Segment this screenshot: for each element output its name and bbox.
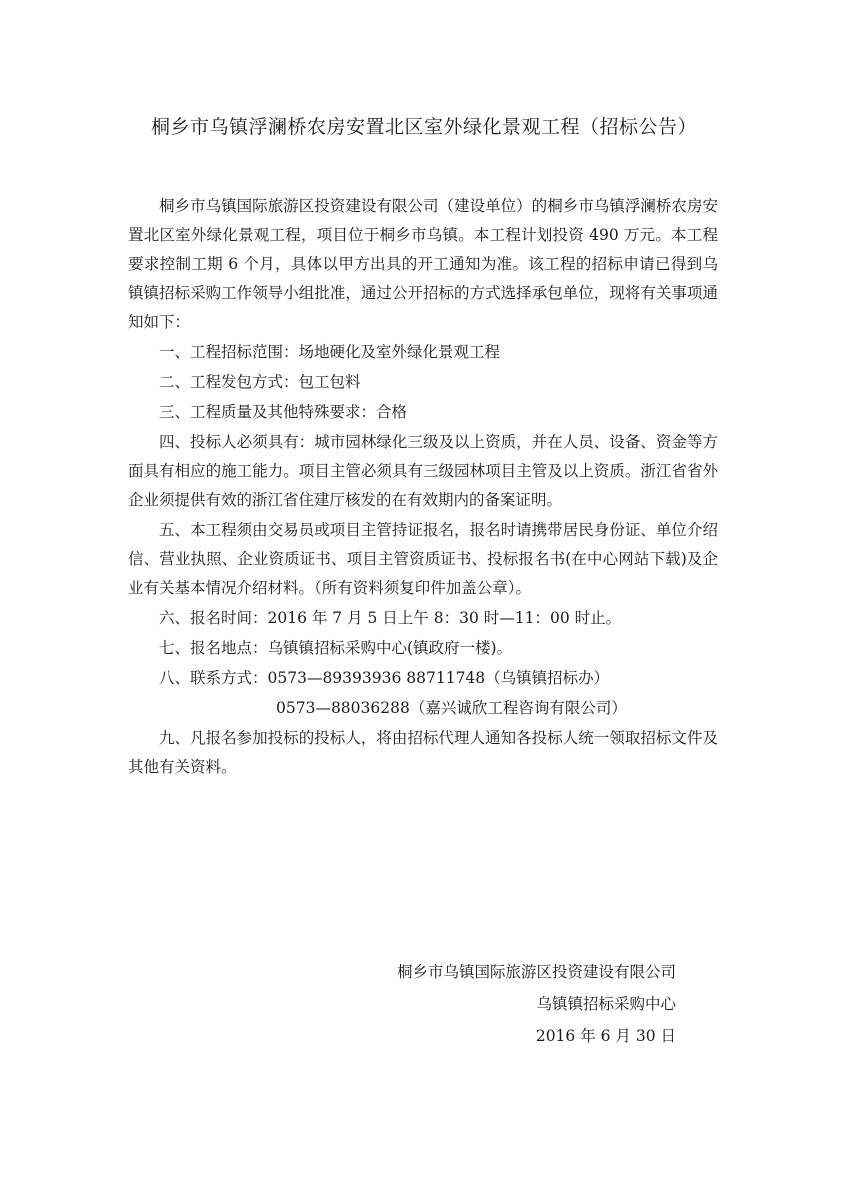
document-body <box>128 192 718 783</box>
item-documents: 九、凡报名参加投标的投标人，将由招标代理人通知各投标人统一领取招标文件及其他有关资料。 <box>128 729 718 776</box>
item-scope: 一、工程招标范围：场地硬化及室外绿化景观工程 <box>159 343 501 361</box>
item-registration-place: 七、报名地点：乌镇镇招标采购中心(镇政府一楼)。 <box>159 639 513 657</box>
item-contract-method: 二、工程发包方式：包工包料 <box>159 373 361 391</box>
item-contact-line2: 0573—88036288（嘉兴诚欣工程咨询有限公司） <box>276 699 627 717</box>
signature-date: 2016 年 6 月 30 日 <box>535 1027 676 1045</box>
signature-block <box>0 956 676 1052</box>
intro-paragraph: 桐乡市乌镇国际旅游区投资建设有限公司（建设单位）的桐乡市乌镇浮澜桥农房安置北区室外绿化景观工程，项目位于桐乡市乌镇。本工程计划投资 490 万元。本工程要求控制工期 6 个月，具体以甲方出具的开工通知为准。该工程的招标申请已得到乌镇镇招标采购工作领导小组批准，通过公开招标的方式选择承包单位，现将有关事项通知如下： <box>128 197 718 331</box>
item-registration-time: 六、报名时间：2016 年 7 月 5 日上午 8：30 时—11：00 时止。 <box>159 609 622 627</box>
item-quality: 三、工程质量及其他特殊要求：合格 <box>159 403 408 421</box>
signature-org2: 乌镇镇招标采购中心 <box>536 995 676 1013</box>
document-title: 桐乡市乌镇浮澜桥农房安置北区室外绿化景观工程（招标公告） <box>150 116 697 138</box>
item-registration-requirements: 五、本工程须由交易员或项目主管持证报名，报名时请携带居民身份证、单位介绍信、营业执照、企业资质证书、项目主管资质证书、投标报名书(在中心网站下载)及企业有关基本情况介绍材料。（所有资料须复印件加盖公章）。 <box>128 521 718 597</box>
item-contact-line1: 八、联系方式：0573—89393936 88711748（乌镇镇招标办） <box>159 669 610 687</box>
item-qualification: 四、投标人必须具有：城市园林绿化三级及以上资质，并在人员、设备、资金等方面具有相应的施工能力。项目主管必须具有三级园林项目主管及以上资质。浙江省省外企业须提供有效的浙江省住建厅核发的在有效期内的备案证明。 <box>128 433 718 509</box>
signature-org1: 桐乡市乌镇国际旅游区投资建设有限公司 <box>396 963 676 981</box>
